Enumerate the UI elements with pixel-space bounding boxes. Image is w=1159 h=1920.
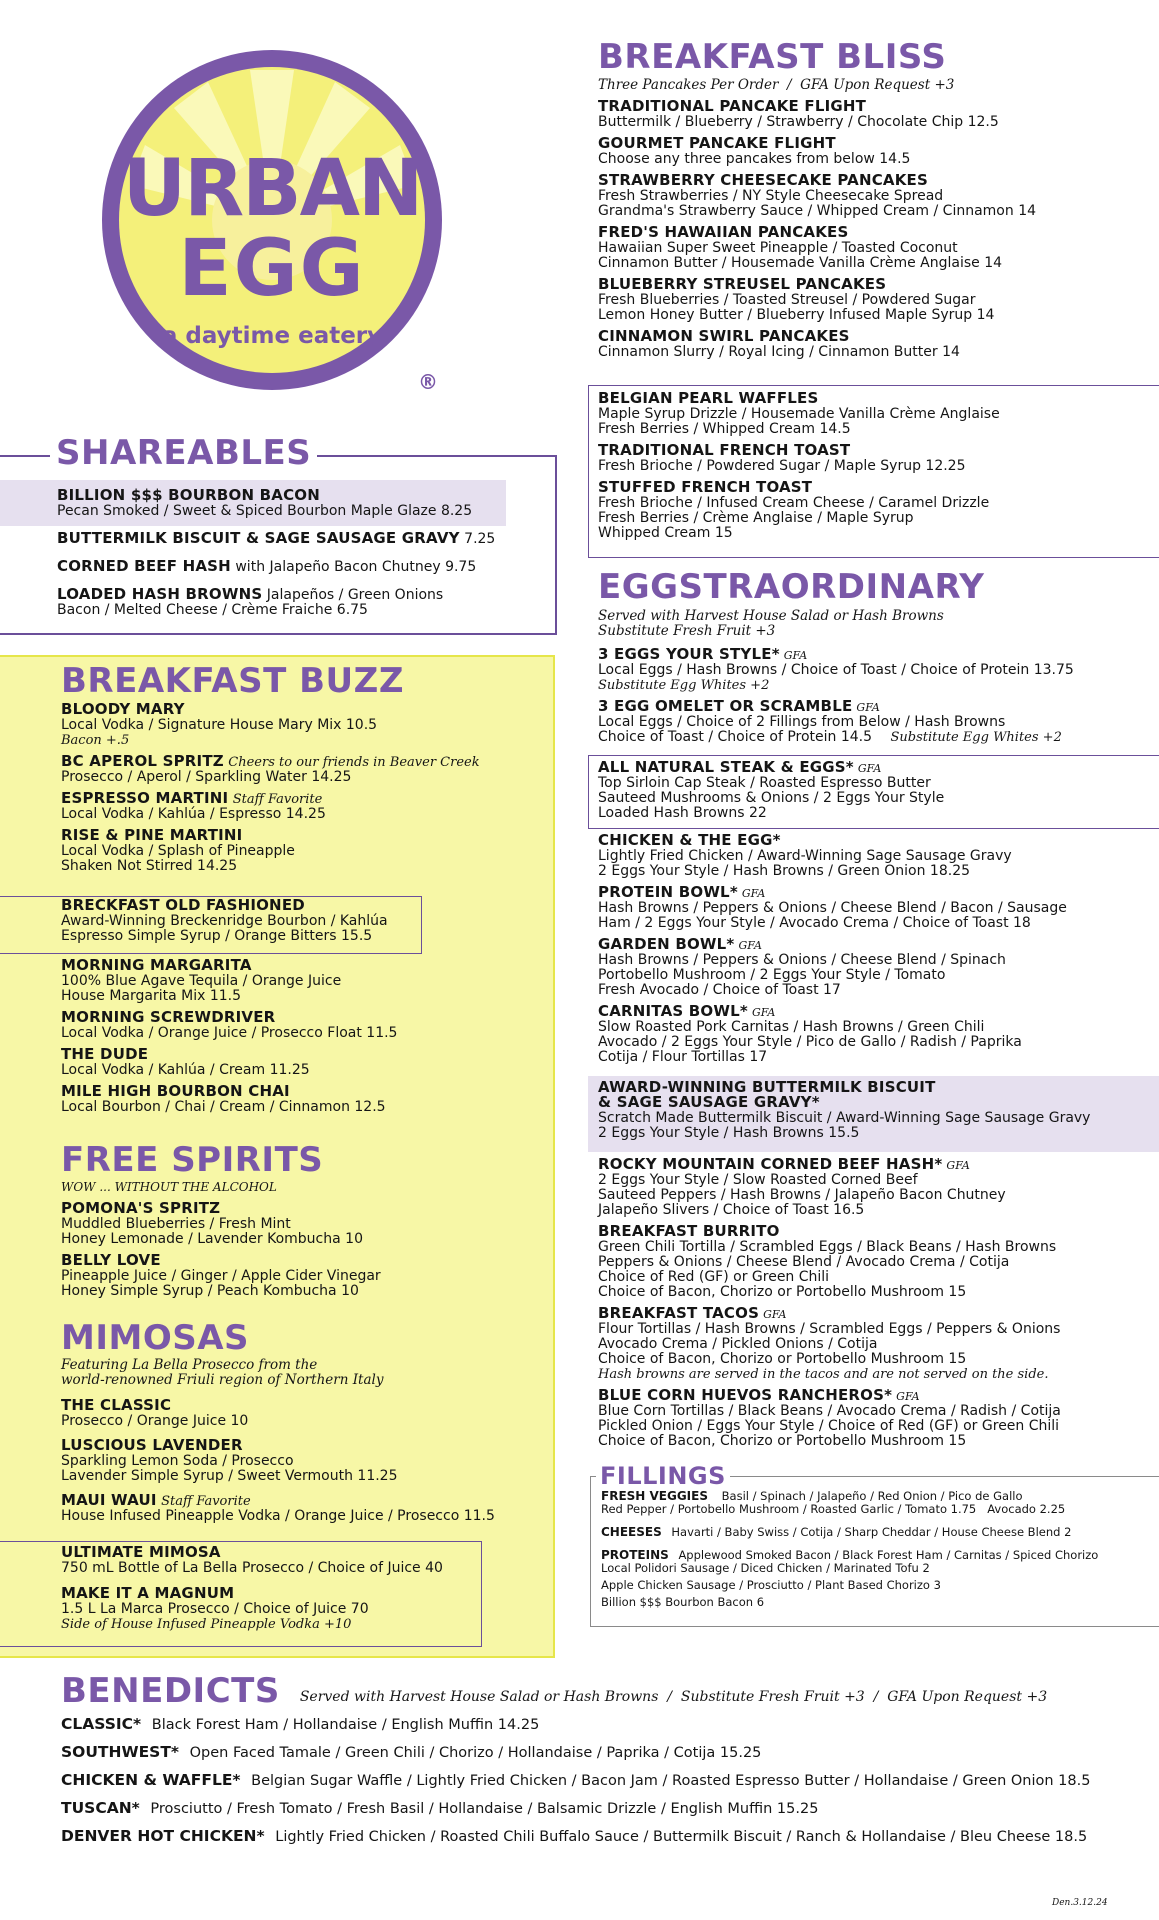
item-desc: Ham / 2 Eggs Your Style / Avocado Crema / Choice of Toast 18: [598, 915, 1031, 931]
eggstraordinary-title: EGGSTRAORDINARY: [598, 567, 985, 607]
item-desc: Espresso Simple Syrup / Orange Bitters 15.5: [61, 928, 373, 944]
menu-item: [598, 760, 1153, 821]
biscuit-item: [598, 1080, 1153, 1141]
item-desc: Pineapple Juice / Ginger / Apple Cider Vinegar: [61, 1268, 381, 1284]
item-desc: Hawaiian Super Sweet Pineapple / Toasted Coconut: [598, 240, 958, 256]
item-desc: Honey Lemonade / Lavender Kombucha 10: [61, 1231, 363, 1247]
item-desc: Loaded Hash Browns 22: [598, 805, 767, 821]
eggstraordinary-list-2: [598, 833, 1153, 1065]
benedict-item: [61, 1716, 1151, 1734]
menu-item: [598, 277, 1153, 323]
item-desc: Prosciutto / Fresh Tomato / Fresh Basil / Hollandaise / Balsamic Drizzle / English Muffin 15.25: [150, 1801, 819, 1817]
item-name: PROTEIN BOWL*: [598, 883, 738, 901]
gfa-tag: GFA: [751, 1006, 776, 1019]
item-name: LOADED HASH BROWNS: [57, 585, 263, 603]
item-desc: Fresh Berries / Whipped Cream 14.5: [598, 421, 851, 437]
item-name: BC APEROL SPRITZ: [61, 752, 224, 770]
fillings-text: Billion $$$ Bourbon Bacon 6: [601, 1595, 765, 1609]
item-name: DENVER HOT CHICKEN*: [61, 1827, 265, 1845]
drink-item: [61, 1545, 476, 1576]
item-desc: Choice of Toast / Choice of Protein 14.5: [598, 729, 873, 745]
item-note: Hash browns are served in the tacos and are not served on the side.: [598, 1367, 1049, 1382]
item-desc: Black Forest Ham / Hollandaise / English Muffin 14.25: [151, 1717, 540, 1733]
item-desc: Local Vodka / Signature House Mary Mix 10.5: [61, 717, 378, 733]
item-desc: Choice of Bacon, Chorizo or Portobello Mushroom 15: [598, 1433, 967, 1449]
item-desc: Fresh Blueberries / Toasted Streusel / Powdered Sugar: [598, 292, 976, 308]
benedict-item: [61, 1800, 1151, 1818]
eggstraordinary-subtitle: Substitute Fresh Fruit +3: [598, 623, 776, 639]
item-name: ALL NATURAL STEAK & EGGS*: [598, 758, 854, 776]
shareables-title-wrap: [50, 433, 317, 473]
fillings-text: Local Polidori Sausage / Diced Chicken / Marinated Tofu 2: [601, 1561, 930, 1575]
mimosas-title: MIMOSAS: [61, 1318, 250, 1358]
menu-item: [598, 391, 1153, 437]
item-name: ESPRESSO MARTINI: [61, 789, 229, 807]
item-desc: Hash Browns / Peppers & Onions / Cheese Blend / Bacon / Sausage: [598, 900, 1067, 916]
breakfast-buzz-title: BREAKFAST BUZZ: [61, 661, 404, 701]
breakfast-buzz-section: [61, 661, 541, 874]
item-desc: Flour Tortillas / Hash Browns / Scrambled Eggs / Peppers & Onions: [598, 1321, 1061, 1337]
item-name: TRADITIONAL FRENCH TOAST: [598, 441, 851, 459]
item-desc: House Infused Pineapple Vodka / Orange Juice / Prosecco 11.5: [61, 1508, 495, 1524]
drink-item: [61, 1253, 541, 1299]
eggstraordinary-section: [598, 567, 1153, 745]
gfa-tag: GFA: [896, 1390, 920, 1403]
item-name: STUFFED FRENCH TOAST: [598, 478, 813, 496]
fillings-text: Apple Chicken Sausage / Prosciutto / Plant Based Chorizo 3: [601, 1578, 941, 1592]
item-name: THE CLASSIC: [61, 1396, 172, 1414]
benedicts-section: [61, 1671, 1151, 1846]
fillings-list: [601, 1490, 1156, 1609]
mimosas-subtitle: Featuring La Bella Prosecco from the: [61, 1357, 318, 1373]
item-name: STRAWBERRY CHEESECAKE PANCAKES: [598, 171, 928, 189]
logo-urban: URBAN: [122, 144, 422, 234]
old-fashioned-item: [61, 898, 421, 944]
item-name: BREAKFAST BURRITO: [598, 1222, 780, 1240]
item-desc: Grandma's Strawberry Sauce / Whipped Cream / Cinnamon 14: [598, 203, 1037, 219]
item-desc: Peppers & Onions / Cheese Blend / Avocado Crema / Cotija: [598, 1254, 1010, 1270]
item-desc: Lightly Fried Chicken / Award-Winning Sage Sausage Gravy: [598, 848, 1012, 864]
drink-item: [61, 1201, 541, 1247]
item-desc: Pecan Smoked / Sweet & Spiced Bourbon Maple Glaze 8.25: [57, 503, 473, 519]
menu-version-code: Den.3.12.24: [1052, 1898, 1108, 1908]
item-desc: Prosecco / Aperol / Sparkling Water 14.25: [61, 769, 352, 785]
item-desc: with Jalapeño Bacon Chutney 9.75: [235, 559, 477, 575]
drink-item: [61, 1010, 541, 1041]
item-desc: Buttermilk / Blueberry / Strawberry / Chocolate Chip 12.5: [598, 114, 999, 130]
menu-item: [598, 937, 1153, 998]
item-desc: 100% Blue Agave Tequila / Orange Juice: [61, 973, 342, 989]
item-desc: Fresh Berries / Crème Anglaise / Maple Syrup: [598, 510, 914, 526]
drink-item: [61, 702, 541, 748]
item-desc: Top Sirloin Cap Steak / Roasted Espresso Butter: [598, 775, 931, 791]
eggstraordinary-subtitle: Served with Harvest House Salad or Hash Browns: [598, 608, 944, 624]
item-desc: Jalapeños / Green Onions: [266, 587, 444, 603]
drink-item: [61, 1398, 551, 1429]
benedicts-subtitle: Served with Harvest House Salad or Hash Browns / Substitute Fresh Fruit +3 / GFA Upon Request +3: [299, 1689, 1048, 1705]
steak-item: [598, 757, 1153, 821]
fillings-label: CHEESES: [601, 1525, 662, 1539]
item-desc: Award-Winning Breckenridge Bourbon / Kahlúa: [61, 913, 388, 929]
item-desc: Local Vodka / Kahlúa / Cream 11.25: [61, 1062, 310, 1078]
item-addon: Bacon +.5: [61, 733, 130, 748]
item-desc: Muddled Blueberries / Fresh Mint: [61, 1216, 291, 1232]
menu-item: [598, 1306, 1153, 1382]
item-desc: Pickled Onion / Eggs Your Style / Choice of Red (GF) or Green Chili: [598, 1418, 1060, 1434]
item-name: MAKE IT A MAGNUM: [61, 1584, 235, 1602]
item-desc: Slow Roasted Pork Carnitas / Hash Browns / Green Chili: [598, 1019, 985, 1035]
item-desc: Sauteed Mushrooms & Onions / 2 Eggs Your Style: [598, 790, 945, 806]
shareables-title: SHAREABLES: [56, 433, 312, 473]
menu-item: [598, 480, 1153, 541]
gfa-tag: GFA: [783, 649, 808, 662]
free-spirits-subtitle: WOW ... WITHOUT THE ALCOHOL: [61, 1180, 277, 1194]
item-desc: Sparkling Lemon Soda / Prosecco: [61, 1453, 294, 1469]
item-desc: Choice of Bacon, Chorizo or Portobello Mushroom 15: [598, 1284, 967, 1300]
fillings-text: Applewood Smoked Bacon / Black Forest Ham / Carnitas / Spiced Chorizo: [678, 1548, 1099, 1562]
item-desc: Blue Corn Tortillas / Black Beans / Avocado Crema / Radish / Cotija: [598, 1403, 1061, 1419]
logo-tagline: a daytime eatery: [161, 323, 383, 349]
breakfast-bliss-title: BREAKFAST BLISS: [598, 37, 947, 77]
item-desc: Local Vodka / Orange Juice / Prosecco Float 11.5: [61, 1025, 398, 1041]
item-tag: Staff Favorite: [161, 1494, 251, 1509]
registered-mark: ®: [418, 370, 438, 394]
drink-item: [61, 1586, 476, 1632]
item-desc: Avocado / 2 Eggs Your Style / Pico de Gallo / Radish / Paprika: [598, 1034, 1022, 1050]
fillings-text: Red Pepper / Portobello Mushroom / Roasted Garlic / Tomato 1.75 Avocado 2.25: [601, 1502, 1066, 1516]
item-name: MILE HIGH BOURBON CHAI: [61, 1082, 290, 1100]
mimosas-section: [61, 1318, 551, 1524]
mimosa-specials: [61, 1545, 476, 1632]
free-spirits-title: FREE SPIRITS: [61, 1140, 324, 1180]
menu-item: [598, 173, 1153, 219]
urban-egg-logo: [100, 40, 450, 400]
item-name: CHICKEN & THE EGG*: [598, 831, 781, 849]
gfa-tag: GFA: [857, 762, 882, 775]
menu-item: [598, 1388, 1153, 1449]
item-desc: Local Eggs / Choice of 2 Fillings from Below / Hash Browns: [598, 714, 1006, 730]
item-desc: Cinnamon Butter / Housemade Vanilla Crème Anglaise 14: [598, 255, 1003, 271]
menu-item: [598, 885, 1153, 931]
item-desc: Shaken Not Stirred 14.25: [61, 858, 238, 874]
menu-item: [598, 329, 1153, 360]
item-desc: Whipped Cream 15: [598, 525, 733, 541]
item-desc: Fresh Strawberries / NY Style Cheesecake Spread: [598, 188, 944, 204]
drink-item: [61, 1493, 551, 1524]
shareable-item: [57, 488, 547, 519]
item-desc: Portobello Mushroom / 2 Eggs Your Style / Tomato: [598, 967, 946, 983]
item-name: MORNING MARGARITA: [61, 956, 252, 974]
item-desc: Cinnamon Slurry / Royal Icing / Cinnamon Butter 14: [598, 344, 960, 360]
shareable-item: [57, 559, 547, 575]
menu-item: [598, 833, 1153, 879]
item-name: ROCKY MOUNTAIN CORNED BEEF HASH*: [598, 1155, 943, 1173]
item-desc: House Margarita Mix 11.5: [61, 988, 241, 1004]
menu-item: [598, 136, 1153, 167]
menu-item: [598, 1080, 1153, 1141]
drink-item: [61, 1047, 541, 1078]
item-name: FRED'S HAWAIIAN PANCAKES: [598, 223, 849, 241]
fillings-row: [601, 1549, 1156, 1609]
fillings-text: Havarti / Baby Swiss / Cotija / Sharp Cheddar / House Cheese Blend 2: [671, 1525, 1072, 1539]
menu-item: [598, 1004, 1153, 1065]
item-name: POMONA'S SPRITZ: [61, 1199, 221, 1217]
item-desc: Scratch Made Buttermilk Biscuit / Award-Winning Sage Sausage Gravy: [598, 1110, 1091, 1126]
item-desc: Lightly Fried Chicken / Roasted Chili Buffalo Sauce / Buttermilk Biscuit / Ranch & Hollandaise / Bleu Cheese 18.5: [275, 1829, 1088, 1845]
mimosas-subtitle: world-renowned Friuli region of Northern Italy: [61, 1372, 384, 1388]
benedicts-title: BENEDICTS: [61, 1671, 280, 1711]
eggstraordinary-list-3: [598, 1157, 1153, 1449]
item-name: CLASSIC*: [61, 1715, 142, 1733]
shareable-item: [57, 531, 547, 547]
gfa-tag: GFA: [856, 701, 880, 714]
item-desc: Lavender Simple Syrup / Sweet Vermouth 11.25: [61, 1468, 398, 1484]
drink-item: [61, 1438, 551, 1484]
item-addon: Substitute Egg Whites +2: [890, 730, 1062, 745]
menu-item: [598, 1157, 1153, 1218]
item-desc: 750 mL Bottle of La Bella Prosecco / Choice of Juice 40: [61, 1560, 443, 1576]
logo-egg: EGG: [178, 224, 366, 314]
item-desc: Avocado Crema / Pickled Onions / Cotija: [598, 1336, 878, 1352]
drink-item: [61, 958, 541, 1004]
item-desc: Bacon / Melted Cheese / Crème Fraiche 6.75: [57, 602, 368, 618]
fillings-title: FILLINGS: [600, 1462, 726, 1490]
menu-item: [598, 647, 1153, 693]
fillings-label: FRESH VEGGIES: [601, 1489, 708, 1503]
drink-item: [61, 898, 421, 944]
item-desc: Prosecco / Orange Juice 10: [61, 1413, 249, 1429]
item-name: CHICKEN & WAFFLE*: [61, 1771, 241, 1789]
item-name: & SAGE SAUSAGE GRAVY*: [598, 1093, 820, 1111]
fillings-row: [601, 1526, 1156, 1539]
drink-item: [61, 791, 541, 822]
item-name: BRECKFAST OLD FASHIONED: [61, 896, 305, 914]
item-name: CARNITAS BOWL*: [598, 1002, 748, 1020]
gfa-tag: GFA: [946, 1159, 970, 1172]
item-name: BILLION $$$ BOURBON BACON: [57, 486, 321, 504]
item-desc: Choice of Bacon, Chorizo or Portobello Mushroom 15: [598, 1351, 967, 1367]
item-name: THE DUDE: [61, 1045, 149, 1063]
menu-item: [598, 443, 1153, 474]
breakfast-bliss-section: [598, 37, 1153, 360]
item-desc: Fresh Brioche / Powdered Sugar / Maple Syrup 12.25: [598, 458, 966, 474]
waffles-toast-list: [598, 387, 1153, 541]
item-name: BELGIAN PEARL WAFFLES: [598, 389, 819, 407]
item-desc: Fresh Brioche / Infused Cream Cheese / Caramel Drizzle: [598, 495, 990, 511]
item-name: MORNING SCREWDRIVER: [61, 1008, 276, 1026]
item-desc: Local Bourbon / Chai / Cream / Cinnamon 12.5: [61, 1099, 386, 1115]
drink-item: [61, 828, 541, 874]
item-desc: 2 Eggs Your Style / Hash Browns / Green Onion 18.25: [598, 863, 971, 879]
item-name: GARDEN BOWL*: [598, 935, 735, 953]
benedict-item: [61, 1744, 1151, 1762]
item-name: MAUI WAUI: [61, 1491, 157, 1509]
item-name: RISE & PINE MARTINI: [61, 826, 243, 844]
item-name: BLOODY MARY: [61, 700, 185, 718]
fillings-label: PROTEINS: [601, 1548, 669, 1562]
item-name: BREAKFAST TACOS: [598, 1304, 760, 1322]
item-name: CINNAMON SWIRL PANCAKES: [598, 327, 850, 345]
free-spirits-section: [61, 1140, 541, 1299]
item-desc: Honey Simple Syrup / Peach Kombucha 10: [61, 1283, 359, 1299]
item-addon: Side of House Infused Pineapple Vodka +10: [61, 1617, 352, 1632]
item-name: AWARD-WINNING BUTTERMILK BISCUIT: [598, 1078, 936, 1096]
menu-item: [598, 699, 1153, 745]
item-name: BLUE CORN HUEVOS RANCHEROS*: [598, 1386, 893, 1404]
item-desc: 1.5 L La Marca Prosecco / Choice of Juice 70: [61, 1601, 369, 1617]
item-name: TRADITIONAL PANCAKE FLIGHT: [598, 97, 867, 115]
item-desc: 2 Eggs Your Style / Slow Roasted Corned Beef: [598, 1172, 918, 1188]
item-desc: Sauteed Peppers / Hash Browns / Jalapeño Bacon Chutney: [598, 1187, 1006, 1203]
breakfast-buzz-list-2: [61, 958, 541, 1115]
item-name: TUSCAN*: [61, 1799, 140, 1817]
menu-item: [598, 99, 1153, 130]
shareables-list: [57, 484, 547, 618]
fillings-title-wrap: [596, 1464, 730, 1488]
item-tag: Staff Favorite: [232, 792, 323, 807]
item-name: BELLY LOVE: [61, 1251, 161, 1269]
item-addon: Substitute Egg Whites +2: [598, 678, 770, 693]
item-name: 3 EGGS YOUR STYLE*: [598, 645, 780, 663]
item-name: SOUTHWEST*: [61, 1743, 179, 1761]
gfa-tag: GFA: [763, 1308, 787, 1321]
item-desc: 2 Eggs Your Style / Hash Browns 15.5: [598, 1125, 860, 1141]
item-desc: Fresh Avocado / Choice of Toast 17: [598, 982, 841, 998]
item-desc: Local Vodka / Splash of Pineapple: [61, 843, 295, 859]
item-desc: Jalapeño Slivers / Choice of Toast 16.5: [598, 1202, 865, 1218]
benedict-item: [61, 1828, 1151, 1846]
fillings-row: [601, 1490, 1156, 1516]
menu-item: [598, 225, 1153, 271]
item-tag: Cheers to our friends in Beaver Creek: [228, 755, 480, 770]
item-desc: Belgian Sugar Waffle / Lightly Fried Chicken / Bacon Jam / Roasted Espresso Butter / Hollandaise / Green Onion 18.5: [251, 1773, 1091, 1789]
item-desc: Green Chili Tortilla / Scrambled Eggs / Black Beans / Hash Browns: [598, 1239, 1057, 1255]
drink-item: [61, 1084, 541, 1115]
item-desc: Choose any three pancakes from below 14.5: [598, 151, 911, 167]
item-price: 7.25: [464, 531, 496, 547]
gfa-tag: GFA: [741, 887, 766, 900]
item-name: CORNED BEEF HASH: [57, 557, 231, 575]
breakfast-bliss-subtitle: Three Pancakes Per Order / GFA Upon Request +3: [598, 77, 955, 93]
drink-item: [61, 754, 541, 785]
item-desc: Hash Browns / Peppers & Onions / Cheese Blend / Spinach: [598, 952, 1006, 968]
fillings-text: Basil / Spinach / Jalapeño / Red Onion / Pico de Gallo: [721, 1489, 1023, 1503]
item-desc: Open Faced Tamale / Green Chili / Chorizo / Hollandaise / Paprika / Cotija 15.25: [189, 1745, 762, 1761]
benedict-item: [61, 1772, 1151, 1790]
item-desc: Choice of Red (GF) or Green Chili: [598, 1269, 830, 1285]
item-name: BLUEBERRY STREUSEL PANCAKES: [598, 275, 887, 293]
item-desc: Cotija / Flour Tortillas 17: [598, 1049, 768, 1065]
item-name: GOURMET PANCAKE FLIGHT: [598, 134, 836, 152]
item-name: BUTTERMILK BISCUIT & SAGE SAUSAGE GRAVY: [57, 529, 460, 547]
shareable-item: [57, 587, 547, 618]
item-desc: Lemon Honey Butter / Blueberry Infused Maple Syrup 14: [598, 307, 995, 323]
item-name: 3 EGG OMELET OR SCRAMBLE: [598, 697, 853, 715]
item-desc: Local Vodka / Kahlúa / Espresso 14.25: [61, 806, 326, 822]
menu-item: [598, 1224, 1153, 1300]
item-desc: Maple Syrup Drizzle / Housemade Vanilla Crème Anglaise: [598, 406, 1000, 422]
item-name: LUSCIOUS LAVENDER: [61, 1436, 243, 1454]
item-name: ULTIMATE MIMOSA: [61, 1543, 221, 1561]
gfa-tag: GFA: [738, 939, 762, 952]
item-desc: Local Eggs / Hash Browns / Choice of Toast / Choice of Protein 13.75: [598, 662, 1074, 678]
